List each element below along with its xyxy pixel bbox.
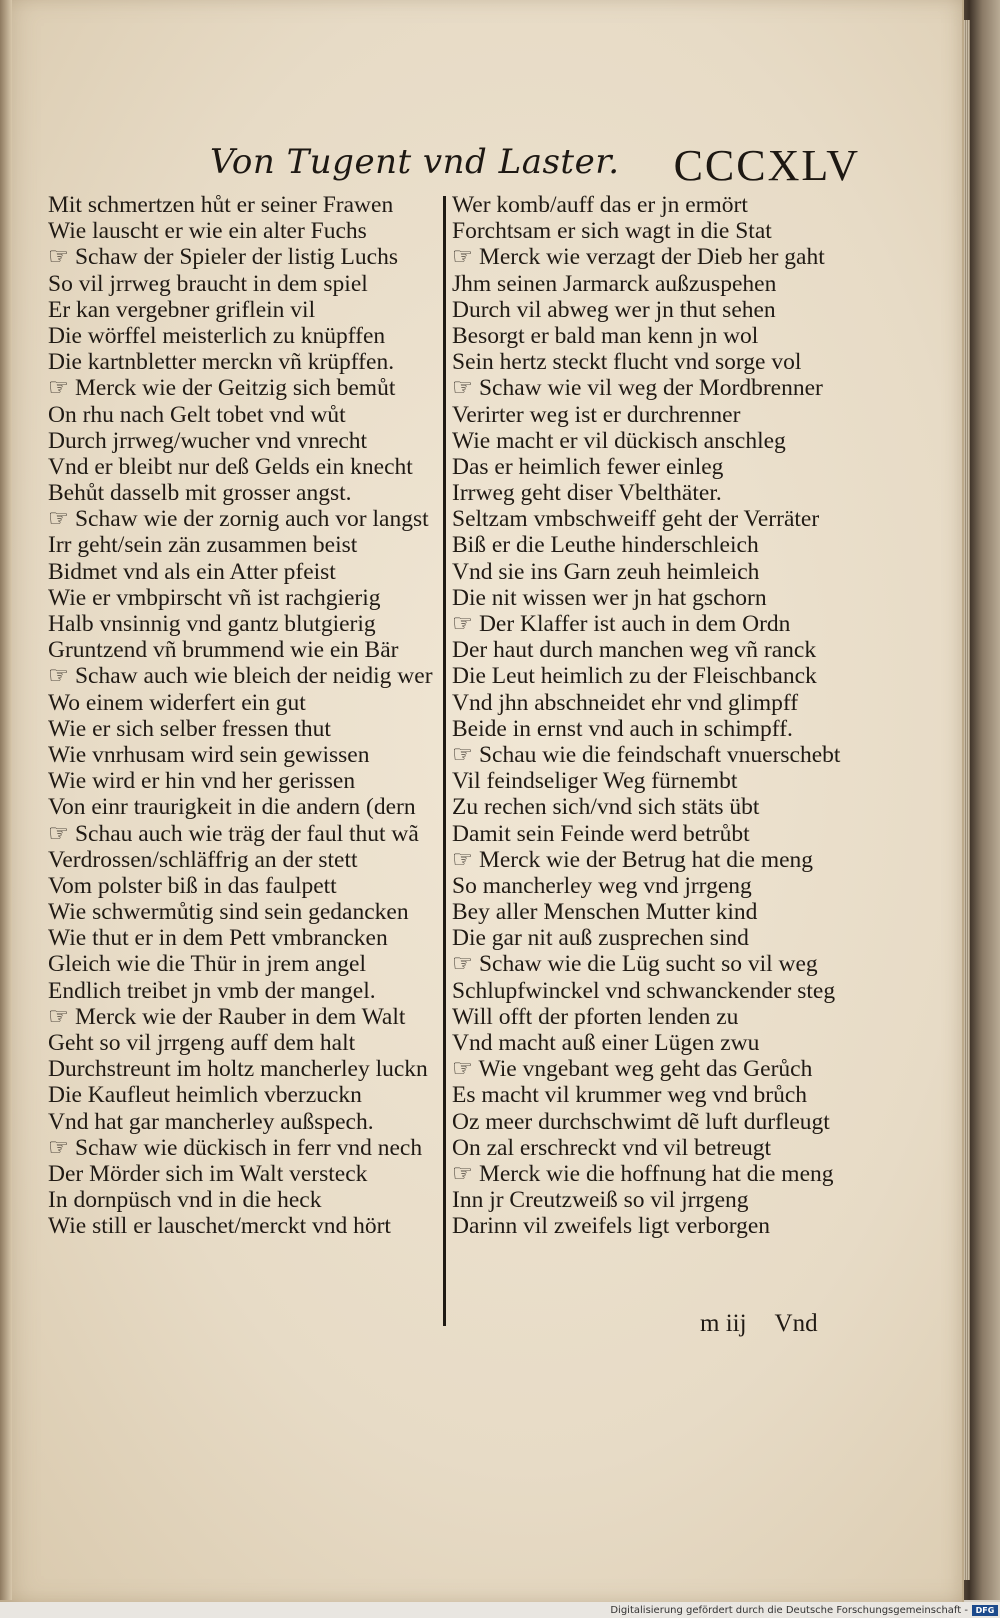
verse-line: Behůt dasselb mit grosser angst. xyxy=(48,480,352,507)
verse-line: ☞ Schaw wie der zornig auch vor langst xyxy=(48,506,429,533)
verse-line: Irr geht/sein zän zusammen beist xyxy=(48,532,358,559)
verse-line: Schlupfwinckel vnd schwanckender steg xyxy=(452,977,836,1004)
verse-line: ☞ Schau wie die feindschaft vnuerschebt xyxy=(452,741,841,768)
verse-line: Wie lauscht er wie ein alter Fuchs xyxy=(48,218,367,245)
verse-line: So vil jrrweg braucht in dem spiel xyxy=(48,270,368,297)
verse-line: ☞ Merck wie der Betrug hat die meng xyxy=(452,846,814,873)
verse-line: ☞ Der Klaffer ist auch in dem Ordn xyxy=(452,611,791,637)
digitization-footer xyxy=(0,1602,1000,1618)
verse-line: Vil feindseliger Weg fürnembt xyxy=(452,768,738,795)
verse-line: Von einr traurigkeit in die andern (dern xyxy=(48,794,416,821)
verse-line: Er kan vergebner griflein vil xyxy=(48,296,316,323)
verse-line: Vnd sie ins Garn zeuh heimleich xyxy=(452,558,760,585)
verse-line: ☞ Schaw der Spieler der listig Luchs xyxy=(48,244,398,271)
verse-line: Durchstreunt im holtz mancherley luckn xyxy=(48,1056,428,1083)
verse-line: Wie schwermůtig sind sein gedancken xyxy=(48,899,409,926)
column-divider-rule xyxy=(443,196,446,1326)
verse-line: Wie wird er hin vnd her gerissen xyxy=(48,768,356,795)
running-title: Von Tugent vnd Laster. xyxy=(210,142,620,182)
verse-line: Irrweg geht diser Vbelthäter. xyxy=(452,480,722,507)
verse-line: ☞ Wie vngebant weg geht das Gerůch xyxy=(452,1056,813,1083)
page-gutter-shadow xyxy=(0,0,12,1600)
verse-line: Vnd macht auß einer Lügen zwu xyxy=(452,1030,760,1056)
verse-line: Gruntzend vñ brummend wie ein Bär xyxy=(48,637,399,664)
verse-line: Es macht vil krummer weg vnd brůch xyxy=(452,1082,808,1109)
verse-line: Inn jr Creutzweiß so vil jrrgeng xyxy=(452,1187,749,1214)
verse-line: Die gar nit auß zusprechen sind xyxy=(452,925,749,952)
verse-line: Durch vil abweg wer jn thut sehen xyxy=(452,296,776,323)
verse-line: Verdrossen/schläffrig an der stett xyxy=(48,846,358,873)
catchword: Vnd xyxy=(774,1310,818,1337)
verse-line: Beide in ernst vnd auch in schimpff. xyxy=(452,715,793,742)
verse-line: Will offt der pforten lenden zu xyxy=(452,1003,739,1030)
verse-line: Jhm seinen Jarmarck außzuspehen xyxy=(452,270,777,297)
verse-line: Durch jrrweg/wucher vnd vnrecht xyxy=(48,427,368,454)
verse-line: Vnd hat gar mancherley außspech. xyxy=(48,1108,374,1135)
verse-line: Seltzam vmbschweiff geht der Verräter xyxy=(452,506,820,533)
verse-line: On rhu nach Gelt tobet vnd wůt xyxy=(48,401,346,428)
verse-line: In dornpüsch vnd in die heck xyxy=(48,1187,322,1214)
verse-line: Wie vnrhusam wird sein gewissen xyxy=(48,741,370,768)
verse-line: ☞ Schaw wie die Lüg sucht so vil weg xyxy=(452,951,818,978)
verse-line: Vom polster biß in das faulpett xyxy=(48,872,337,899)
verse-line: On zal erschreckt vnd vil betreugt xyxy=(452,1134,772,1161)
verse-line: Der Mörder sich im Walt versteck xyxy=(48,1160,368,1187)
verse-line: Damit sein Feinde werd betrůbt xyxy=(452,820,750,847)
verse-line: Wo einem widerfert ein gut xyxy=(48,689,306,716)
signature-line xyxy=(700,1310,846,1338)
verse-line: Darinn vil zweifels ligt verborgen xyxy=(452,1213,771,1240)
verse-line: ☞ Merck wie die hoffnung hat die meng xyxy=(452,1160,834,1187)
verse-line: Vnd jhn abschneidet ehr vnd glimpff xyxy=(452,689,799,716)
verse-line: ☞ Merck wie der Geitzig sich bemůt xyxy=(48,375,396,402)
verse-line: ☞ Schaw auch wie bleich der neidig wer xyxy=(48,663,433,690)
verse-line: Halb vnsinnig vnd gantz blutgierig xyxy=(48,611,376,637)
verse-line: Vnd er bleibt nur deß Gelds ein knecht xyxy=(48,453,413,480)
verse-line: Sein hertz steckt flucht vnd sorge vol xyxy=(452,349,802,376)
verse-line: Die Leut heimlich zu der Fleischbanck xyxy=(452,663,817,690)
verse-line: Biß er die Leuthe hinderschleich xyxy=(452,532,759,559)
dfg-logo: DFG xyxy=(972,1605,998,1616)
verse-line: Bey aller Menschen Mutter kind xyxy=(452,899,758,926)
verse-line: ☞ Merck wie verzagt der Dieb her gaht xyxy=(452,244,825,271)
verse-line: Bidmet vnd als ein Atter pfeist xyxy=(48,558,336,585)
right-text-column xyxy=(452,192,852,1240)
signature-mark: m iij xyxy=(700,1310,747,1337)
verse-line: Wie thut er in dem Pett vmbrancken xyxy=(48,925,388,952)
verse-line: Die wörffel meisterlich zu knüpffen xyxy=(48,322,386,349)
verse-line: Wie er sich selber fressen thut xyxy=(48,715,331,742)
verse-line: Geht so vil jrrgeng auff dem halt xyxy=(48,1030,356,1056)
verse-line: Die Kaufleut heimlich vberzuckn xyxy=(48,1082,362,1109)
verse-line: ☞ Merck wie der Rauber in dem Walt xyxy=(48,1003,406,1030)
verse-line: Wie still er lauschet/merckt vnd hört xyxy=(48,1213,391,1240)
verse-line: Oz meer durchschwimt dẽ luft durfleugt xyxy=(452,1108,830,1135)
verse-line: ☞ Schaw wie dückisch in ferr vnd nech xyxy=(48,1134,423,1161)
verse-line: Wie macht er vil dückisch anschleg xyxy=(452,427,786,454)
verse-line: Die nit wissen wer jn hat gschorn xyxy=(452,584,767,611)
verse-line: Wie er vmbpirscht vñ ist rachgierig xyxy=(48,584,381,611)
verse-line: Endlich treibet jn vmb der mangel. xyxy=(48,977,376,1004)
verse-line: Gleich wie die Thür in jrem angel xyxy=(48,951,367,978)
verse-line: Verirter weg ist er durchrenner xyxy=(452,401,741,428)
funding-credit: Digitalisierung gefördert durch die Deutsche Forschungsgemeinschaft - xyxy=(610,1605,968,1616)
verse-line: So mancherley weg vnd jrrgeng xyxy=(452,872,752,899)
folio-number: CCCXLV xyxy=(673,141,860,190)
verse-line: ☞ Schau auch wie träg der faul thut wã xyxy=(48,820,419,847)
verse-line: Forchtsam er sich wagt in die Stat xyxy=(452,218,772,245)
verse-line: Die kartnbletter merckn vñ krüpffen. xyxy=(48,349,395,376)
verse-line: Der haut durch manchen weg vñ ranck xyxy=(452,637,817,664)
verse-line: Zu rechen sich/vnd sich stäts übt xyxy=(452,794,760,821)
verse-line: Besorgt er bald man kenn jn wol xyxy=(452,322,759,349)
verse-line: Wer komb/auff das er jn ermört xyxy=(452,192,748,218)
verse-line: ☞ Schaw wie vil weg der Mordbrenner xyxy=(452,375,823,402)
left-text-column xyxy=(48,192,440,1240)
verse-line: Mit schmertzen hůt er seiner Frawen xyxy=(48,192,394,218)
verse-line: Das er heimlich fewer einleg xyxy=(452,453,724,480)
